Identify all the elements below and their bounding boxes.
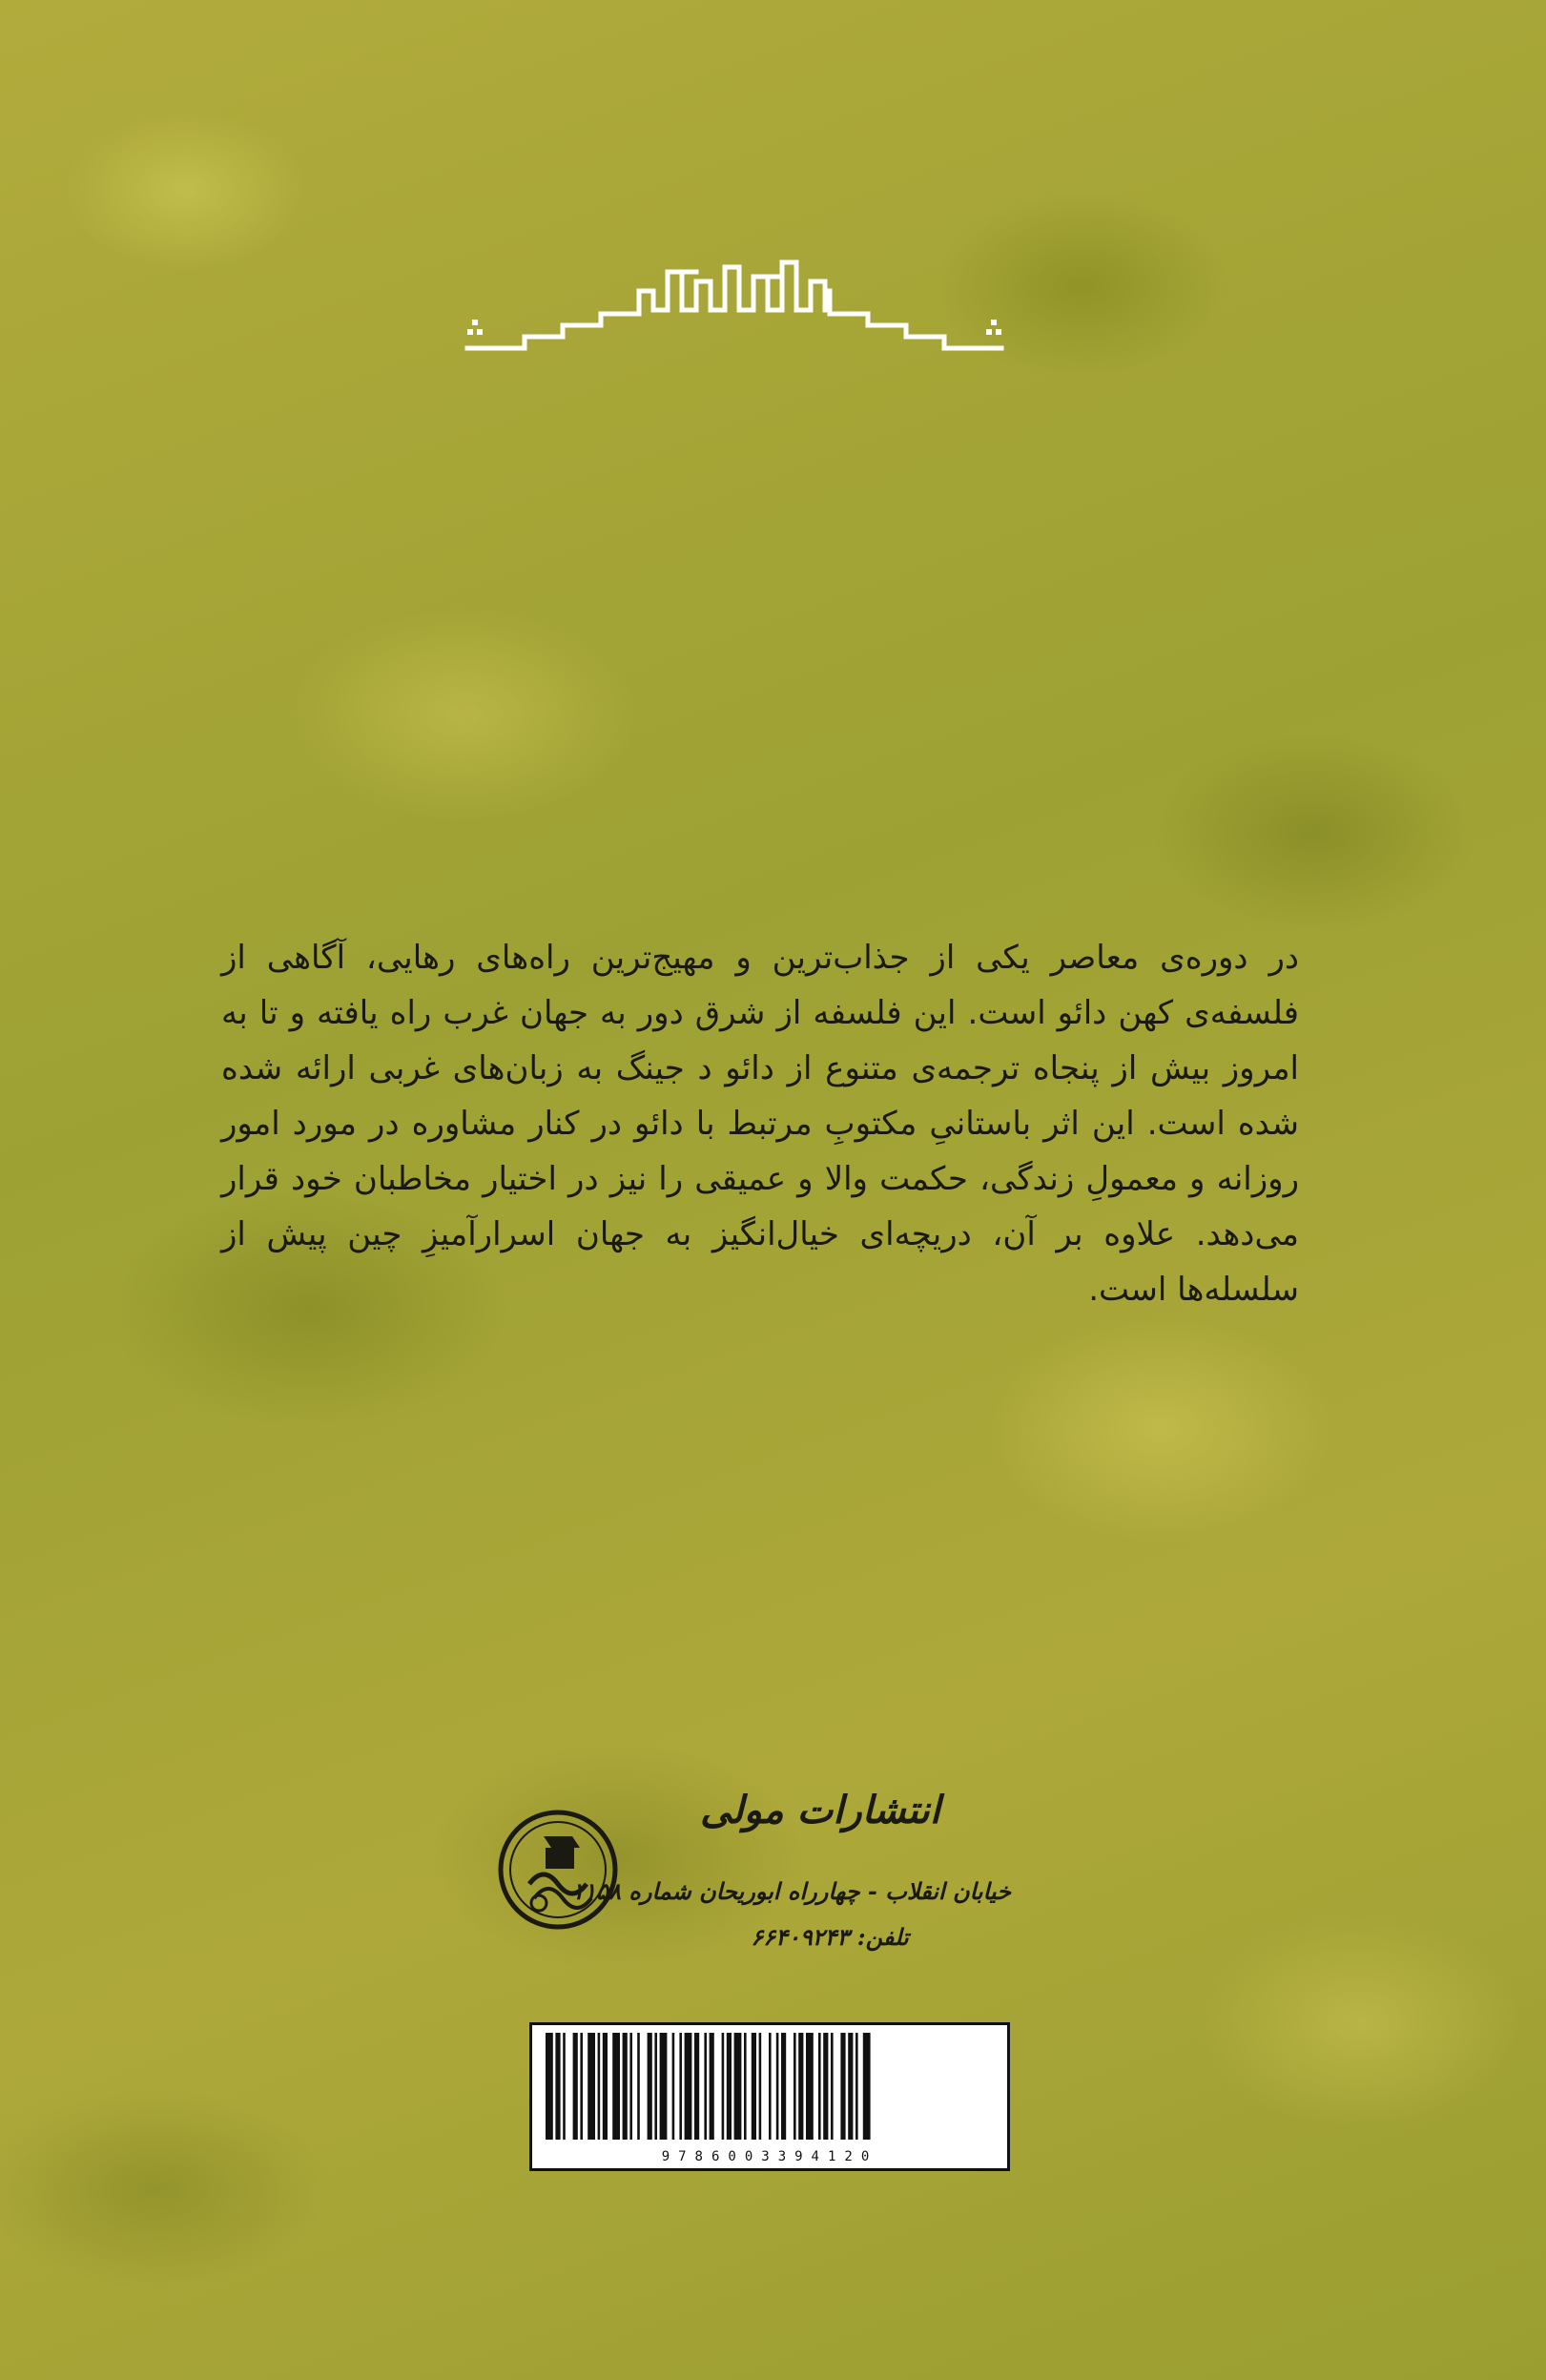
barcode-digits: 9786003394120 (661, 2149, 878, 2164)
publisher-emblem (496, 1808, 620, 1932)
publisher-name: انتشارات مولی (700, 1788, 940, 1832)
publisher-phone: تلفن: ۶۶۴۰۹۲۴۳ (751, 1923, 909, 1951)
publisher-address: خیابان انقلاب - چهارراه ابوریحان شماره ۱۱۵۸ (571, 1877, 1011, 1905)
barcode-bars (532, 2025, 1007, 2168)
isbn-barcode (529, 2022, 1010, 2171)
description-paragraph: در دوره‌ی معاصر یکی از جذاب‌ترین و مهیج‌ترین راه‌های رهایی، آگاهی از فلسفه‌ی کهن دائو است. این فلسفه از شرق دور به جهان غرب راه یافته و تا به امروز بیش از پنجاه ترجمه‌ی متنوع از دائو د جینگ به زبان‌های غربی ارائه شده شده است. این اثر باستانیِ مکتوبِ مرتبط با دائو در کنار مشاوره در مورد امور روزانه و معمولِ زندگی، حکمت والا و عمیقی را نیز در اختیار مخاطبان خود قرار می‌دهد. علاوه بر آن، دریچه‌ای خیال‌انگیز به جهان اسرارآمیزِ چین پیش از سلسله‌ها است. (221, 939, 1299, 1309)
series-logo (448, 253, 1020, 367)
